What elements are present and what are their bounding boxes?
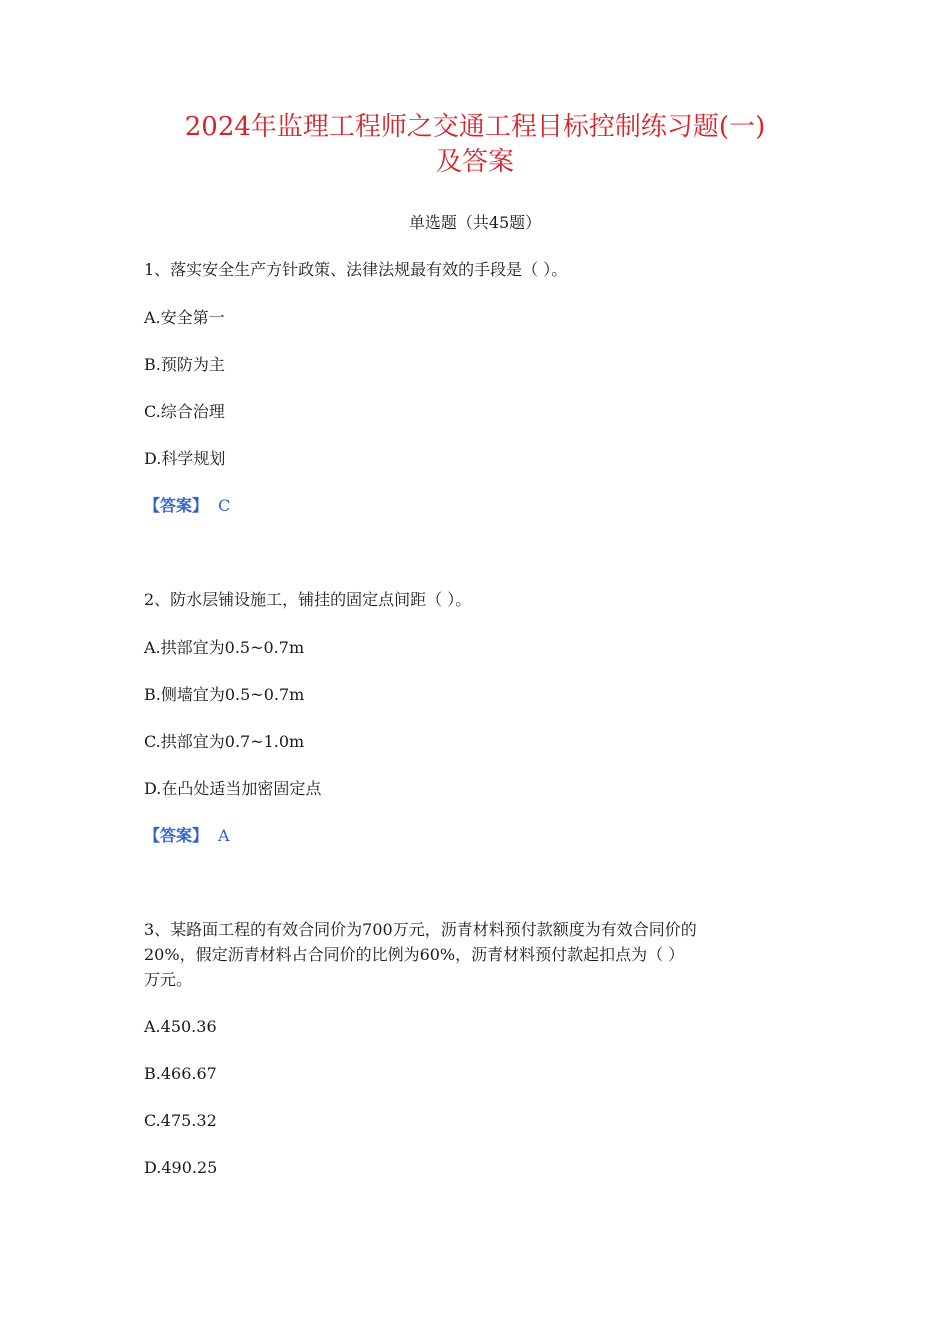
question-1-option-d: D.科学规划 (144, 449, 226, 468)
answer-value: C (218, 496, 231, 515)
question-3-option-c: C.475.32 (144, 1111, 217, 1130)
document-title-line-2: 及答案 (435, 147, 514, 177)
question-2-option-a: A.拱部宜为0.5~0.7m (144, 638, 305, 657)
document-title-line-1: 2024年监理工程师之交通工程目标控制练习题(一) (184, 112, 766, 142)
question-3-stem-line-2: 20%，假定沥青材料占合同价的比例为60%，沥青材料预付款起扣点为（ ） (144, 945, 685, 964)
question-1-option-a: A.安全第一 (144, 308, 225, 327)
question-1-option-b: B.预防为主 (144, 355, 225, 374)
question-3-stem-line-3: 万元。 (144, 970, 193, 989)
question-3-option-b: B.466.67 (144, 1064, 217, 1083)
question-2-answer (144, 824, 824, 848)
answer-value: A (218, 826, 230, 845)
question-3-option-d: D.490.25 (144, 1158, 218, 1177)
answer-label: 【答案】 (144, 826, 209, 845)
question-3-stem-line-1: 3、某路面工程的有效合同价为700万元，沥青材料预付款额度为有效合同价的 (144, 920, 697, 939)
question-1-option-c: C.综合治理 (144, 402, 225, 421)
section-heading: 单选题（共45题） (408, 213, 542, 232)
question-3-option-a: A.450.36 (144, 1017, 217, 1036)
question-2-stem: 2、防水层铺设施工，铺挂的固定点间距（ ）。 (144, 590, 472, 609)
question-2-option-d: D.在凸处适当加密固定点 (144, 779, 322, 798)
question-1-answer (144, 494, 824, 518)
question-2-option-c: C.拱部宜为0.7~1.0m (144, 732, 305, 751)
answer-label: 【答案】 (144, 496, 209, 515)
question-2-option-b: B.侧墙宜为0.5~0.7m (144, 685, 305, 704)
question-1-stem: 1、落实安全生产方针政策、法律法规最有效的手段是（ ）。 (144, 260, 568, 279)
